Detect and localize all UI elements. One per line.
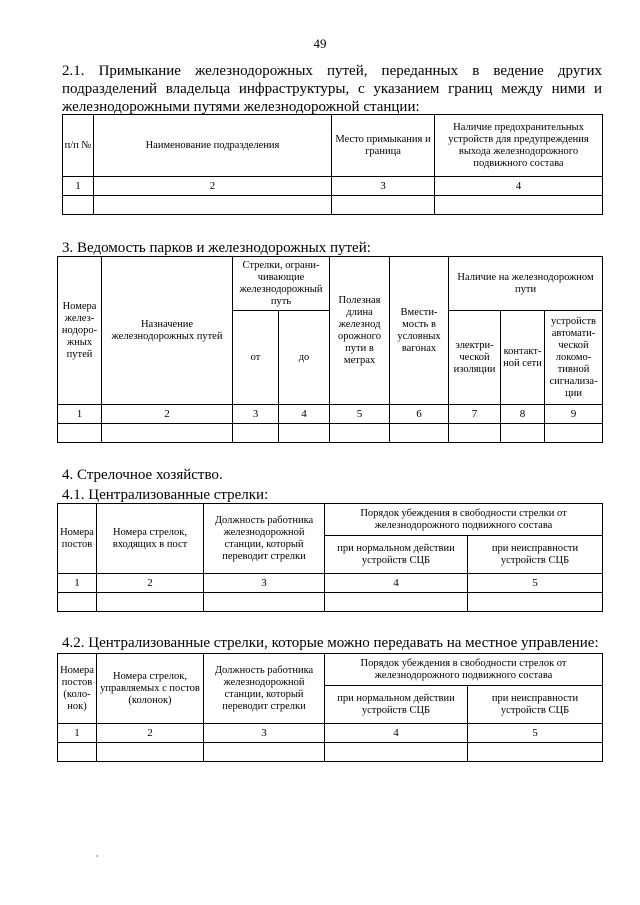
empty-cell [325, 743, 468, 762]
empty-cell [63, 196, 94, 215]
header-cell: Полезная длина железнод орожного пути в метрах [330, 257, 390, 405]
header-cell: до [279, 311, 330, 405]
header-cell: Вмести-мость в условных вагонах [390, 257, 449, 405]
column-number: 3 [204, 574, 325, 593]
column-number: 4 [325, 724, 468, 743]
column-number: 1 [63, 177, 94, 196]
header-cell: от [233, 311, 279, 405]
header-cell: Назначение железнодорожных путей [102, 257, 233, 405]
empty-cell [449, 424, 501, 443]
header-cell: Стрелки, ограни-чивающие железнодорожный путь [233, 257, 330, 311]
header-cell: п/п № [63, 115, 94, 177]
header-cell: Номера стрелок, входящих в пост [97, 504, 204, 574]
header-cell: Номера постов [58, 504, 97, 574]
column-number: 9 [545, 405, 603, 424]
empty-cell [279, 424, 330, 443]
header-cell: электри-ческой изоляции [449, 311, 501, 405]
column-number: 5 [468, 724, 603, 743]
column-number: 4 [325, 574, 468, 593]
column-number: 3 [204, 724, 325, 743]
header-cell: при нормальном действии устройств СЦБ [325, 536, 468, 574]
header-cell: Номера желез-нодоро-жных путей [58, 257, 102, 405]
header-cell: контакт-ной сети [501, 311, 545, 405]
empty-cell [330, 424, 390, 443]
section-4-title: 4. Стрелочное хозяйство. [62, 467, 223, 483]
header-cell: Порядок убеждения в свободности стрелки от железнодорожного подвижного состава [325, 504, 603, 536]
header-cell: Порядок убеждения в свободности стрелок от железнодорожного подвижного состава [325, 654, 603, 686]
page-number: 49 [313, 36, 327, 51]
header-cell: устройств автомати-ческой локомо-тивной сигнализа-ции [545, 311, 603, 405]
table-4-1 [57, 503, 603, 612]
header-cell: Наличие предохранительных устройств для предупреждения выхода железнодорожного подвижного состава [435, 115, 603, 177]
section-2-1-text: 2.1. Примыкание железнодорожных путей, переданных в ведение других подразделений владельца инфраструктуры, с указанием границ между ними и железнодорожными путями железнодорожной станции: [62, 63, 602, 115]
column-number: 1 [58, 405, 102, 424]
column-number: 5 [468, 574, 603, 593]
empty-cell [435, 196, 603, 215]
empty-cell [390, 424, 449, 443]
column-number: 5 [330, 405, 390, 424]
column-number: 3 [233, 405, 279, 424]
header-cell: при неисправности устройств СЦБ [468, 686, 603, 724]
empty-cell [94, 196, 332, 215]
column-number: 2 [94, 177, 332, 196]
header-cell: Должность работника железнодорожной станции, который переводит стрелки [204, 504, 325, 574]
table-2-1 [62, 114, 603, 215]
header-cell: при неисправности устройств СЦБ [468, 536, 603, 574]
header-cell: Наименование подразделения [94, 115, 332, 177]
column-number: 8 [501, 405, 545, 424]
column-number: 1 [58, 724, 97, 743]
empty-cell [545, 424, 603, 443]
column-number: 1 [58, 574, 97, 593]
column-number: 6 [390, 405, 449, 424]
empty-cell [468, 593, 603, 612]
empty-cell [102, 424, 233, 443]
column-number: 4 [279, 405, 330, 424]
empty-cell [58, 424, 102, 443]
empty-cell [97, 743, 204, 762]
header-cell: при нормальном действии устройств СЦБ [325, 686, 468, 724]
header-cell: Место примыкания и граница [332, 115, 435, 177]
empty-cell [501, 424, 545, 443]
column-number: 4 [435, 177, 603, 196]
empty-cell [58, 743, 97, 762]
header-cell: Должность работника железнодорожной станции, который переводит стрелки [204, 654, 325, 724]
column-number: 2 [102, 405, 233, 424]
empty-cell [325, 593, 468, 612]
table-4-2 [57, 653, 603, 762]
column-number: 2 [97, 574, 204, 593]
header-cell: Номера постов (коло-нок) [58, 654, 97, 724]
empty-cell [97, 593, 204, 612]
table-3 [57, 256, 603, 443]
column-number: 2 [97, 724, 204, 743]
header-cell: Наличие на железнодорожном пути [449, 257, 603, 311]
column-number: 3 [332, 177, 435, 196]
empty-cell [204, 593, 325, 612]
section-4-1-title: 4.1. Централизованные стрелки: [62, 487, 269, 503]
empty-cell [332, 196, 435, 215]
header-cell: Номера стрелок, управляемых с постов (колонок) [97, 654, 204, 724]
empty-cell [204, 743, 325, 762]
scan-speck [96, 855, 98, 857]
column-number: 7 [449, 405, 501, 424]
empty-cell [468, 743, 603, 762]
empty-cell [58, 593, 97, 612]
section-3-title: 3. Ведомость парков и железнодорожных путей: [62, 240, 371, 256]
section-4-2-title: 4.2. Централизованные стрелки, которые можно передавать на местное управление: [62, 635, 599, 651]
empty-cell [233, 424, 279, 443]
